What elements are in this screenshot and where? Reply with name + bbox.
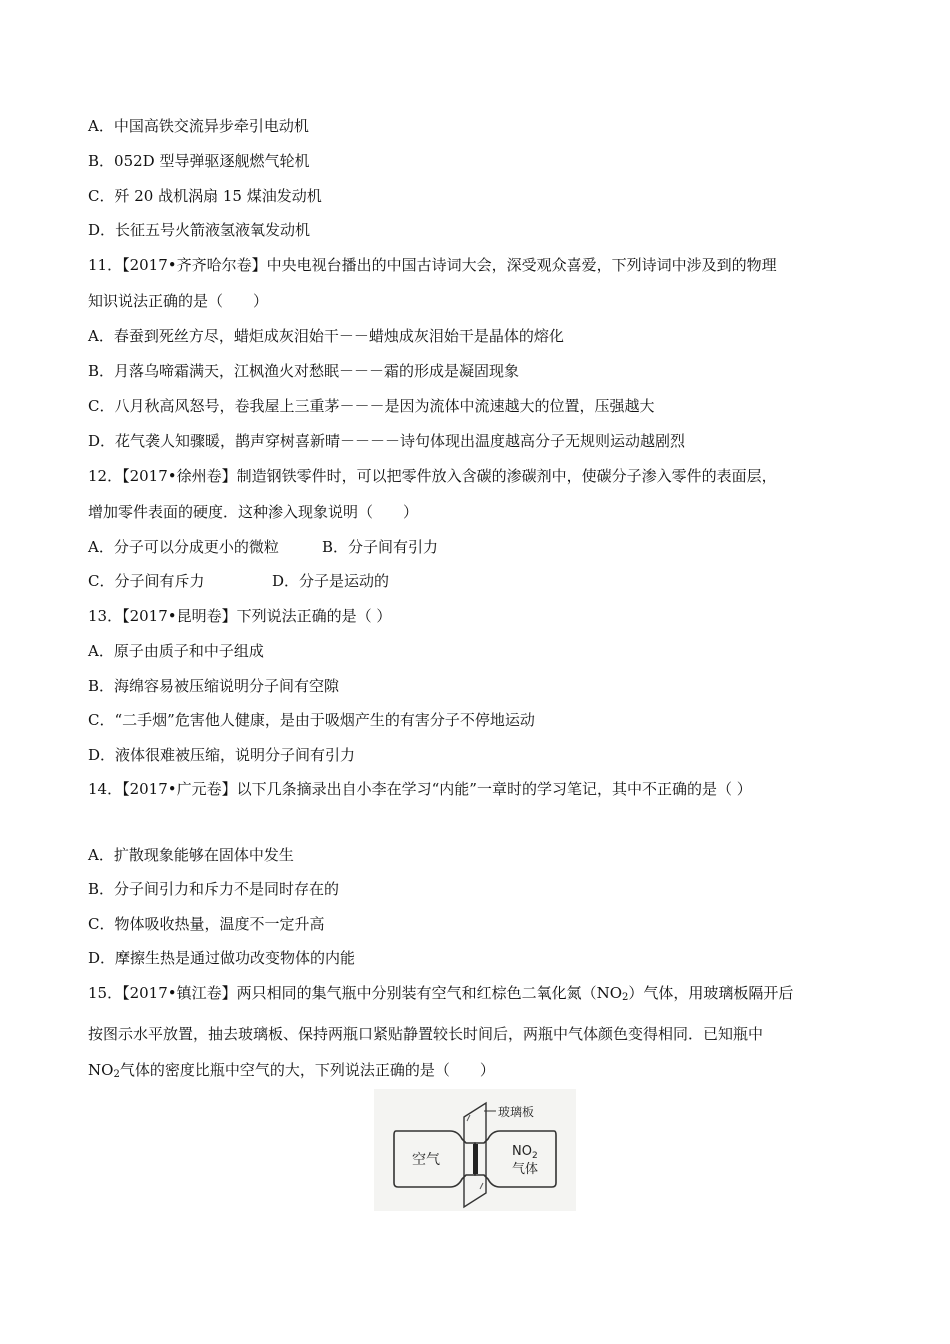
plate-label: 玻璃板 bbox=[498, 1105, 535, 1119]
q13-option-b: B．海绵容易被压缩说明分子间有空隙 bbox=[88, 677, 340, 695]
q10-option-a: A．中国高铁交流异步牵引电动机 bbox=[88, 117, 309, 135]
gas-jars-diagram bbox=[374, 1089, 576, 1211]
q13-option-d: D．液体很难被压缩，说明分子间有引力 bbox=[88, 746, 356, 764]
q12-option-c: C．分子间有斥力 bbox=[88, 572, 205, 590]
q13-option-c: C．“二手烟”危害他人健康，是由于吸烟产生的有害分子不停地运动 bbox=[88, 711, 535, 729]
q15-stem-line1-text: 15．【2017•镇江卷】两只相同的集气瓶中分别装有空气和红棕色二氧化氮（NO bbox=[88, 984, 623, 1002]
q15-stem-line3-text: NO bbox=[88, 1061, 114, 1079]
q10-option-c: C．歼 20 战机涡扇 15 煤油发动机 bbox=[88, 187, 322, 205]
q11-option-c: C．八月秋高风怒号，卷我屋上三重茅－－－是因为流体中流速越大的位置，压强越大 bbox=[88, 397, 655, 415]
q12-stem-line2: 增加零件表面的硬度．这种渗入现象说明（ ） bbox=[88, 503, 419, 521]
q10-option-d: D．长征五号火箭液氢液氧发动机 bbox=[88, 221, 311, 239]
q15-stem-line3-tail: 气体的密度比瓶中空气的大，下列说法正确的是（ ） bbox=[119, 1061, 495, 1079]
q11-stem-line2: 知识说法正确的是（ ） bbox=[88, 292, 269, 310]
q15-stem-line2: 按图示水平放置，抽去玻璃板、保持两瓶口紧贴静置较长时间后，两瓶中气体颜色变得相同．已知瓶中 bbox=[88, 1025, 764, 1043]
q15-stem-line3 bbox=[88, 1060, 495, 1085]
no2-label-main: NO bbox=[512, 1144, 532, 1159]
q11-option-a: A．春蚕到死丝方尽，蜡炬成灰泪始干－－蜡烛成灰泪始干是晶体的熔化 bbox=[88, 327, 564, 345]
q10-option-b: B．052D 型导弹驱逐舰燃气轮机 bbox=[88, 152, 310, 170]
q14-option-a: A．扩散现象能够在固体中发生 bbox=[88, 846, 294, 864]
q12-option-a: A．分子可以分成更小的微粒 bbox=[88, 538, 279, 556]
no2-subscript: 2 bbox=[622, 992, 629, 1003]
q15-stem-line1 bbox=[88, 983, 793, 1008]
q14-option-c: C．物体吸收热量，温度不一定升高 bbox=[88, 915, 325, 933]
bottle-mouth-joint bbox=[473, 1144, 478, 1174]
q13-option-a: A．原子由质子和中子组成 bbox=[88, 642, 264, 660]
no2-label bbox=[512, 1144, 538, 1161]
q14-option-b: B．分子间引力和斥力不是同时存在的 bbox=[88, 880, 340, 898]
air-label: 空气 bbox=[412, 1152, 440, 1168]
q13-stem: 13．【2017•昆明卷】下列说法正确的是（ ） bbox=[88, 607, 392, 625]
q11-stem-line1: 11．【2017•齐齐哈尔卷】中央电视台播出的中国古诗词大会，深受观众喜爱，下列诗词中涉及到的物理 bbox=[88, 256, 777, 274]
q11-option-b: B．月落乌啼霜满天，江枫渔火对愁眠－－－霜的形成是凝固现象 bbox=[88, 362, 520, 380]
q12-option-b: B．分子间有引力 bbox=[322, 538, 439, 556]
q11-option-d: D．花气袭人知骤暖，鹊声穿树喜新晴－－－－诗句体现出温度越高分子无规则运动越剧烈 bbox=[88, 432, 686, 450]
right-gas-jar bbox=[475, 1131, 556, 1187]
q12-stem-line1: 12．【2017•徐州卷】制造钢铁零件时，可以把零件放入含碳的渗碳剂中，使碳分子渗入零件的表面层， bbox=[88, 467, 777, 485]
no2-subscript: 2 bbox=[113, 1069, 120, 1080]
q12-option-d: D．分子是运动的 bbox=[272, 572, 390, 590]
no2-label-sub: 2 bbox=[531, 1151, 538, 1161]
q14-option-d: D．摩擦生热是通过做功改变物体的内能 bbox=[88, 949, 356, 967]
q14-stem: 14．【2017•广元卷】以下几条摘录出自小李在学习“内能”一章时的学习笔记，其中不正确的是（ ） bbox=[88, 780, 752, 798]
q15-stem-line1-tail: ）气体，用玻璃板隔开后 bbox=[628, 984, 794, 1002]
gas-label: 气体 bbox=[512, 1162, 539, 1177]
